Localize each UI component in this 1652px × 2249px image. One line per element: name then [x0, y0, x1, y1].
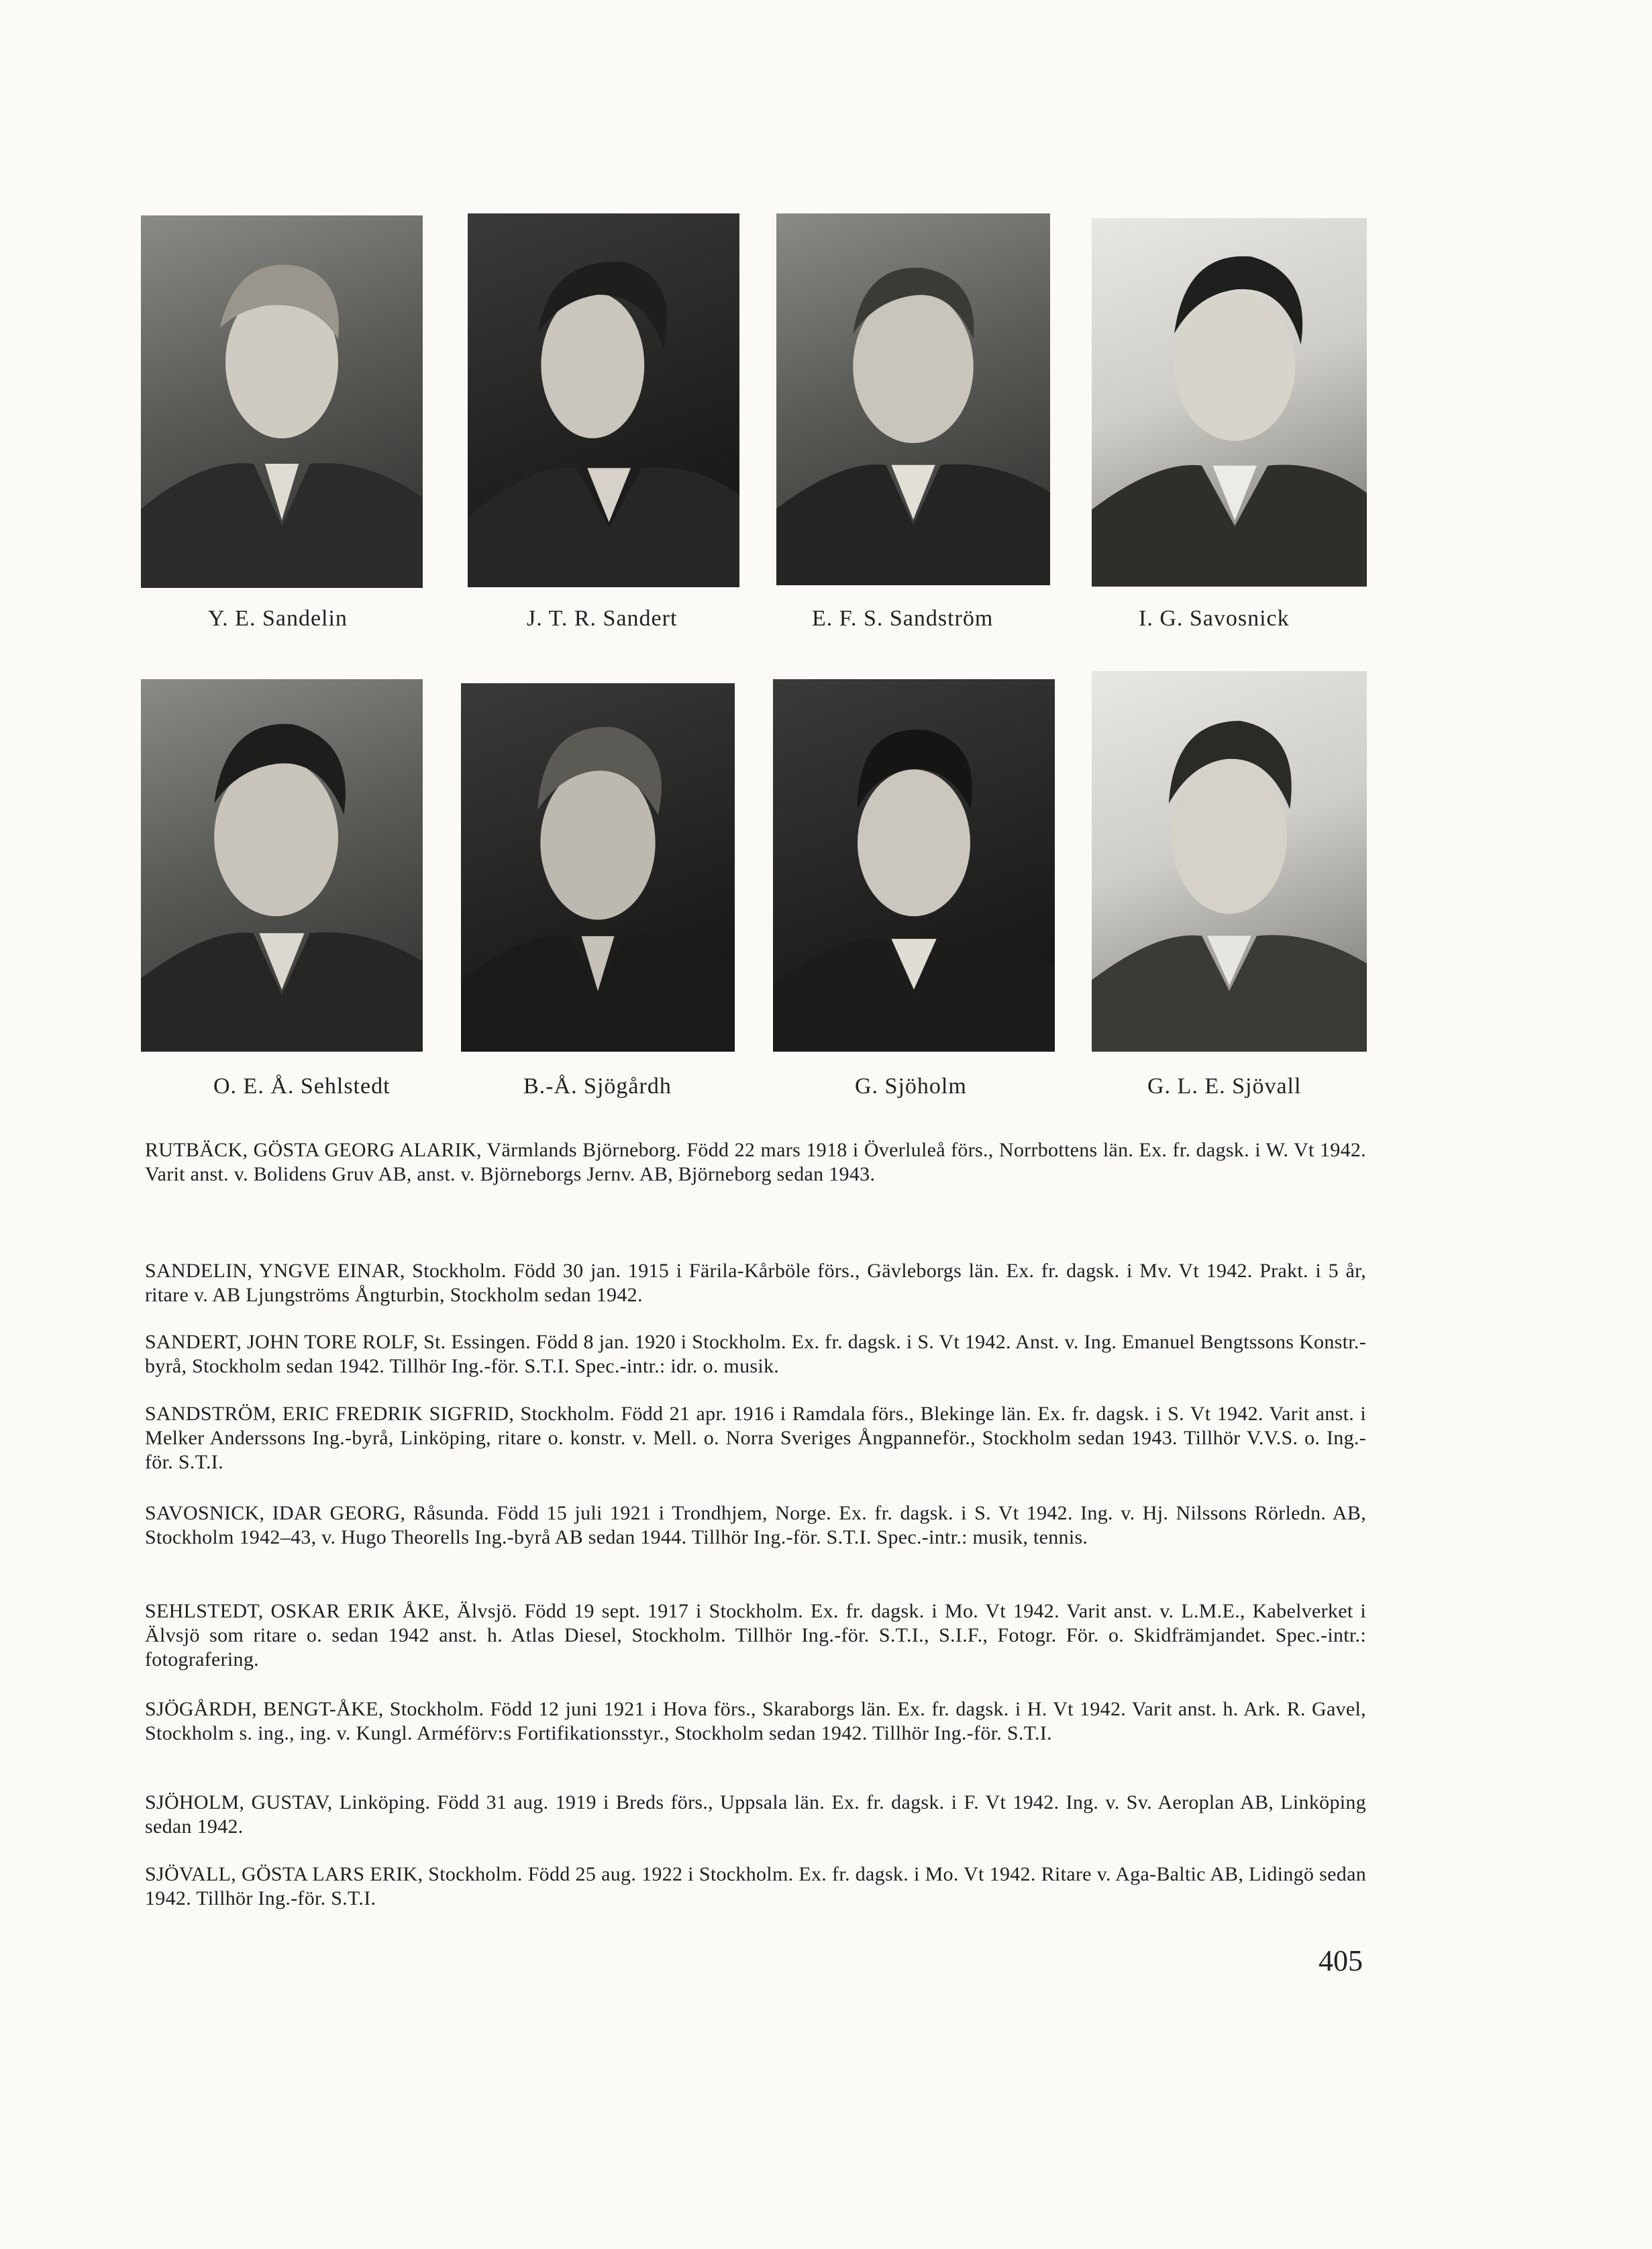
page-number: 405 — [1319, 1944, 1363, 1977]
biography-entry: SAVOSNICK, IDAR GEORG, Råsunda. Född 15 juli 1921 i Trondhjem, Norge. Ex. fr. dagsk. i S. Vt 1942. Ing. v. Hj. Nilssons Rörledn. AB, Stockholm 1942–43, v. Hugo Theorells Ing.-byrå AB sedan 1944. Tillhör Ing.-för. S.T.I. Spec.-intr.: musik, tennis. — [145, 1502, 1366, 1548]
portrait-savosnick — [1092, 218, 1367, 587]
portrait-sjogardh — [461, 683, 735, 1052]
portrait-caption: I. G. Savosnick — [1139, 606, 1290, 631]
biography-entry: SJÖHOLM, GUSTAV, Linköping. Född 31 aug. 1919 i Breds förs., Uppsala län. Ex. fr. dagsk. i F. Vt 1942. Ing. v. Sv. Aeroplan AB, Linköping sedan 1942. — [145, 1791, 1366, 1838]
portrait-caption: O. E. Å. Sehlstedt — [213, 1074, 391, 1099]
portrait-caption: Y. E. Sandelin — [208, 606, 348, 631]
portrait-sjoholm — [773, 679, 1055, 1052]
biography-entry: SANDERT, JOHN TORE ROLF, St. Essingen. Född 8 jan. 1920 i Stockholm. Ex. fr. dagsk. i S. Vt 1942. Anst. v. Ing. Emanuel Bengtssons Konstr.-byrå, Stockholm sedan 1942. Tillhör Ing.-för. S.T.I. Spec.-intr.: idr. o. musik. — [145, 1331, 1366, 1377]
portrait-sandert — [468, 213, 739, 587]
portrait-caption: J. T. R. Sandert — [527, 606, 678, 631]
portrait-caption: G. L. E. Sjövall — [1147, 1074, 1302, 1099]
biography-entry: SANDELIN, YNGVE EINAR, Stockholm. Född 30 jan. 1915 i Färila-Kårböle förs., Gävleborgs län. Ex. fr. dagsk. i Mv. Vt 1942. Prakt. i 5 år, ritare v. AB Ljungströms Ångturbin, Stockholm sedan 1942. — [145, 1260, 1366, 1306]
portrait-caption: B.-Å. Sjögårdh — [523, 1074, 672, 1099]
biography-entry: SANDSTRÖM, ERIC FREDRIK SIGFRID, Stockholm. Född 21 apr. 1916 i Ramdala förs., Blekinge län. Ex. fr. dagsk. i S. Vt 1942. Varit anst. i Melker Anderssons Ing.-byrå, Linköping, ritare o. konstr. v. Mell. o. Norra Sveriges Ångpanneför., Stockholm sedan 1943. Tillhör V.V.S. o. Ing.-för. S.T.I. — [145, 1403, 1366, 1473]
portrait-sehlstedt — [141, 679, 423, 1052]
biography-entry: SEHLSTEDT, OSKAR ERIK ÅKE, Älvsjö. Född 19 sept. 1917 i Stockholm. Ex. fr. dagsk. i Mo. Vt 1942. Varit anst. v. L.M.E., Kabelverket i Älvsjö som ritare o. sedan 1942 anst. h. Atlas Diesel, Stockholm. Tillhör Ing.-för. S.T.I., S.I.F., Fotogr. För. o. Skidfrämjandet. Spec.-intr.: fotografering. — [145, 1600, 1366, 1670]
portrait-caption: G. Sjöholm — [855, 1074, 967, 1099]
portrait-sandelin — [141, 215, 423, 588]
portrait-sandstrom — [776, 213, 1050, 585]
portrait-sjovall — [1092, 671, 1367, 1052]
biography-entry: RUTBÄCK, GÖSTA GEORG ALARIK, Värmlands Björneborg. Född 22 mars 1918 i Överluleå förs., Norrbottens län. Ex. fr. dagsk. i W. Vt 1942. Varit anst. v. Bolidens Gruv AB, anst. v. Björneborgs Jernv. AB, Björneborg sedan 1943. — [145, 1139, 1366, 1185]
biography-entry: SJÖVALL, GÖSTA LARS ERIK, Stockholm. Född 25 aug. 1922 i Stockholm. Ex. fr. dagsk. i Mo. Vt 1942. Ritare v. Aga-Baltic AB, Lidingö sedan 1942. Tillhör Ing.-för. S.T.I. — [145, 1863, 1366, 1909]
biography-entry: SJÖGÅRDH, BENGT-ÅKE, Stockholm. Född 12 juni 1921 i Hova förs., Skaraborgs län. Ex. fr. dagsk. i H. Vt 1942. Varit anst. h. Ark. R. Gavel, Stockholm s. ing., ing. v. Kungl. Arméförv:s Fortifikationsstyr., Stockholm sedan 1942. Tillhör Ing.-för. S.T.I. — [145, 1698, 1366, 1744]
portrait-caption: E. F. S. Sandström — [812, 606, 994, 631]
